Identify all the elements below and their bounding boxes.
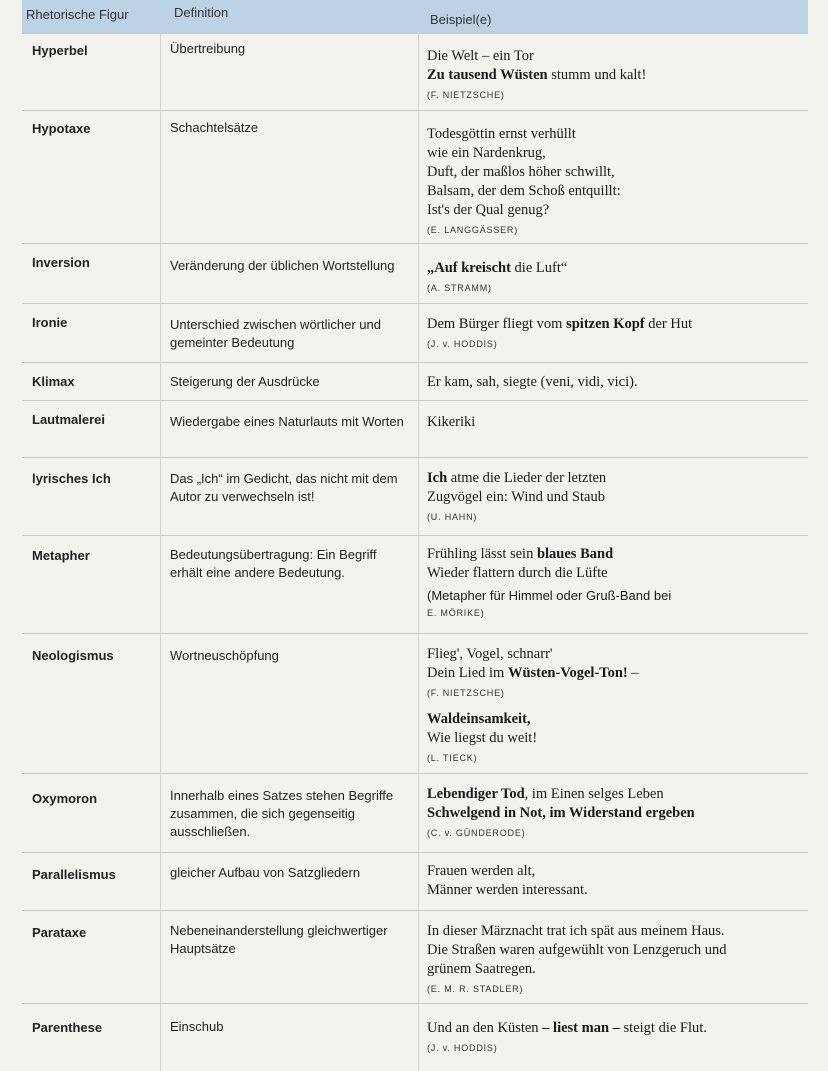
example-bold: Zu tausend Wüsten [427, 67, 548, 83]
example-source: (E. LANGGÄSSER) [427, 225, 519, 235]
example-line: Flieg', Vogel, schnarr' [427, 646, 553, 662]
row-definition: Steigerung der Ausdrücke [170, 374, 320, 389]
row-divider [22, 303, 808, 304]
example-text: – [627, 665, 639, 681]
example-source: (C. v. GÜNDERODE) [427, 828, 526, 838]
row-divider [22, 33, 808, 34]
row-term: Oxymoron [32, 791, 98, 806]
row-definition: Einschub [170, 1019, 224, 1034]
example-source: (J. v. HODDIS) [427, 339, 498, 349]
row-example [427, 47, 797, 102]
example-line: Duft, der maßlos höher schwillt, [427, 164, 615, 180]
row-divider [22, 852, 808, 853]
row-definition: Übertreibung [170, 41, 246, 56]
row-term: Inversion [32, 255, 90, 270]
row-example [427, 922, 797, 996]
row-term: Klimax [32, 374, 75, 389]
row-term: Parataxe [32, 925, 87, 940]
example-line: Frauen werden alt, [427, 863, 536, 879]
example-line: In dieser Märznacht trat ich spät aus meinem Haus. [427, 923, 725, 939]
row-definition: Innerhalb eines Satzes stehen Begriffe zusammen, die sich gegenseitig ausschließen. [170, 788, 394, 839]
example-bold: spitzen Kopf [566, 316, 645, 332]
example-line: Zugvögel ein: Wind und Staub [427, 489, 605, 505]
row-example [427, 125, 797, 237]
row-term: Lautmalerei [32, 412, 105, 427]
example-bold: Schwelgend in Not, im Widerstand ergeben [427, 805, 695, 821]
example-bold: Lebendiger Tod [427, 786, 525, 802]
row-term: Parallelismus [32, 867, 116, 882]
column-divider [418, 33, 419, 1071]
row-divider [22, 773, 808, 774]
row-definition: Nebeneinanderstellung gleichwertiger Hauptsätze [170, 923, 388, 956]
row-divider [22, 633, 808, 634]
row-example [427, 645, 797, 765]
row-term: Hyperbel [32, 43, 88, 58]
row-term: Hypotaxe [32, 121, 91, 136]
example-line: Wie liegst du weit! [427, 730, 538, 746]
example-bold: Wüsten-Vogel-Ton! [507, 665, 628, 681]
example-source: E. MÖRIKE) [427, 608, 485, 618]
example-text: Dem Bürger fliegt vom [427, 316, 567, 332]
row-divider [22, 1003, 808, 1004]
row-example [427, 469, 797, 524]
example-source: (F. NIETZSCHE) [427, 688, 505, 698]
example-source: (A. STRAMM) [427, 283, 492, 293]
example-source: (L. TIECK) [427, 753, 478, 763]
row-term: lyrisches Ich [32, 471, 111, 486]
example-source: (E. M. R. STADLER) [427, 984, 524, 994]
row-definition: Bedeutungsübertragung: Ein Begriff erhält eine andere Bedeutung. [170, 547, 377, 580]
example-bold: Waldeinsamkeit, [427, 711, 531, 727]
row-divider [22, 457, 808, 458]
example-line: Die Welt – ein Tor [427, 48, 534, 64]
example-line: Todesgöttin ernst verhüllt [427, 126, 576, 142]
example-bold: – liest man – [542, 1020, 620, 1036]
row-term: Neologismus [32, 648, 114, 663]
row-example [427, 862, 797, 900]
row-example [427, 785, 797, 840]
row-definition: Das „Ich“ im Gedicht, das nicht mit dem Autor zu verwechseln ist! [170, 471, 398, 504]
example-text: Und an den Küsten [427, 1020, 543, 1036]
row-example [427, 413, 797, 432]
example-note: (Metapher für Himmel oder Gruß-Band bei [427, 588, 672, 603]
example-text: der Hut [644, 316, 693, 332]
example-source: (J. v. HODDIS) [427, 1043, 498, 1053]
row-divider [22, 110, 808, 111]
row-example [427, 259, 797, 295]
example-line: Er kam, sah, siegte (veni, vidi, vici). [427, 374, 638, 390]
row-divider [22, 910, 808, 911]
table-header [22, 0, 808, 33]
example-line: grünem Saatregen. [427, 961, 536, 977]
example-text: Frühling lässt sein [427, 546, 537, 562]
example-text: stumm und kalt! [547, 67, 647, 83]
example-source: (U. HAHN) [427, 512, 478, 522]
example-line: Ist's der Qual genug? [427, 202, 550, 218]
example-line: Männer werden interessant. [427, 882, 588, 898]
row-definition: Wortneuschöpfung [170, 648, 279, 663]
example-source: (F. NIETZSCHE) [427, 90, 505, 100]
row-example [427, 545, 797, 620]
example-text: Dein Lied im [427, 665, 508, 681]
row-definition: gleicher Aufbau von Satzgliedern [170, 865, 361, 880]
row-definition: Unterschied zwischen wörtlicher und gemeinter Bedeutung [170, 317, 381, 350]
example-line: Balsam, der dem Schoß entquillt: [427, 183, 621, 199]
row-example [427, 1019, 797, 1055]
row-divider [22, 243, 808, 244]
row-example [427, 315, 797, 351]
example-text: , im Einen selges Leben [524, 786, 664, 802]
example-line: wie ein Nardenkrug, [427, 145, 546, 161]
example-line: Wieder flattern durch die Lüfte [427, 565, 608, 581]
row-example [427, 373, 797, 392]
row-divider [22, 400, 808, 401]
spacer [427, 700, 797, 710]
row-term: Parenthese [32, 1020, 103, 1035]
example-bold: „Auf kreischt [427, 260, 511, 276]
example-bold: blaues Band [536, 546, 614, 562]
row-definition: Veränderung der üblichen Wortstellung [170, 258, 395, 273]
example-line: Die Straßen waren aufgewühlt von Lenzgeruch und [427, 942, 727, 958]
example-text: atme die Lieder der letzten [447, 470, 607, 486]
row-divider [22, 535, 808, 536]
column-divider [160, 33, 161, 1071]
row-definition: Wiedergabe eines Naturlauts mit Worten [170, 414, 404, 429]
example-line: Kikeriki [427, 414, 476, 430]
example-text: die Luft“ [510, 260, 568, 276]
row-term: Metapher [32, 548, 90, 563]
header-figure: Rhetorische Figur [26, 7, 129, 22]
row-term: Ironie [32, 315, 68, 330]
example-text: steigt die Flut. [619, 1020, 707, 1036]
row-divider [22, 362, 808, 363]
example-bold: Ich [427, 470, 448, 486]
header-definition: Definition [174, 5, 229, 20]
row-definition: Schachtelsätze [170, 120, 259, 135]
header-example: Beispiel(e) [430, 12, 492, 27]
